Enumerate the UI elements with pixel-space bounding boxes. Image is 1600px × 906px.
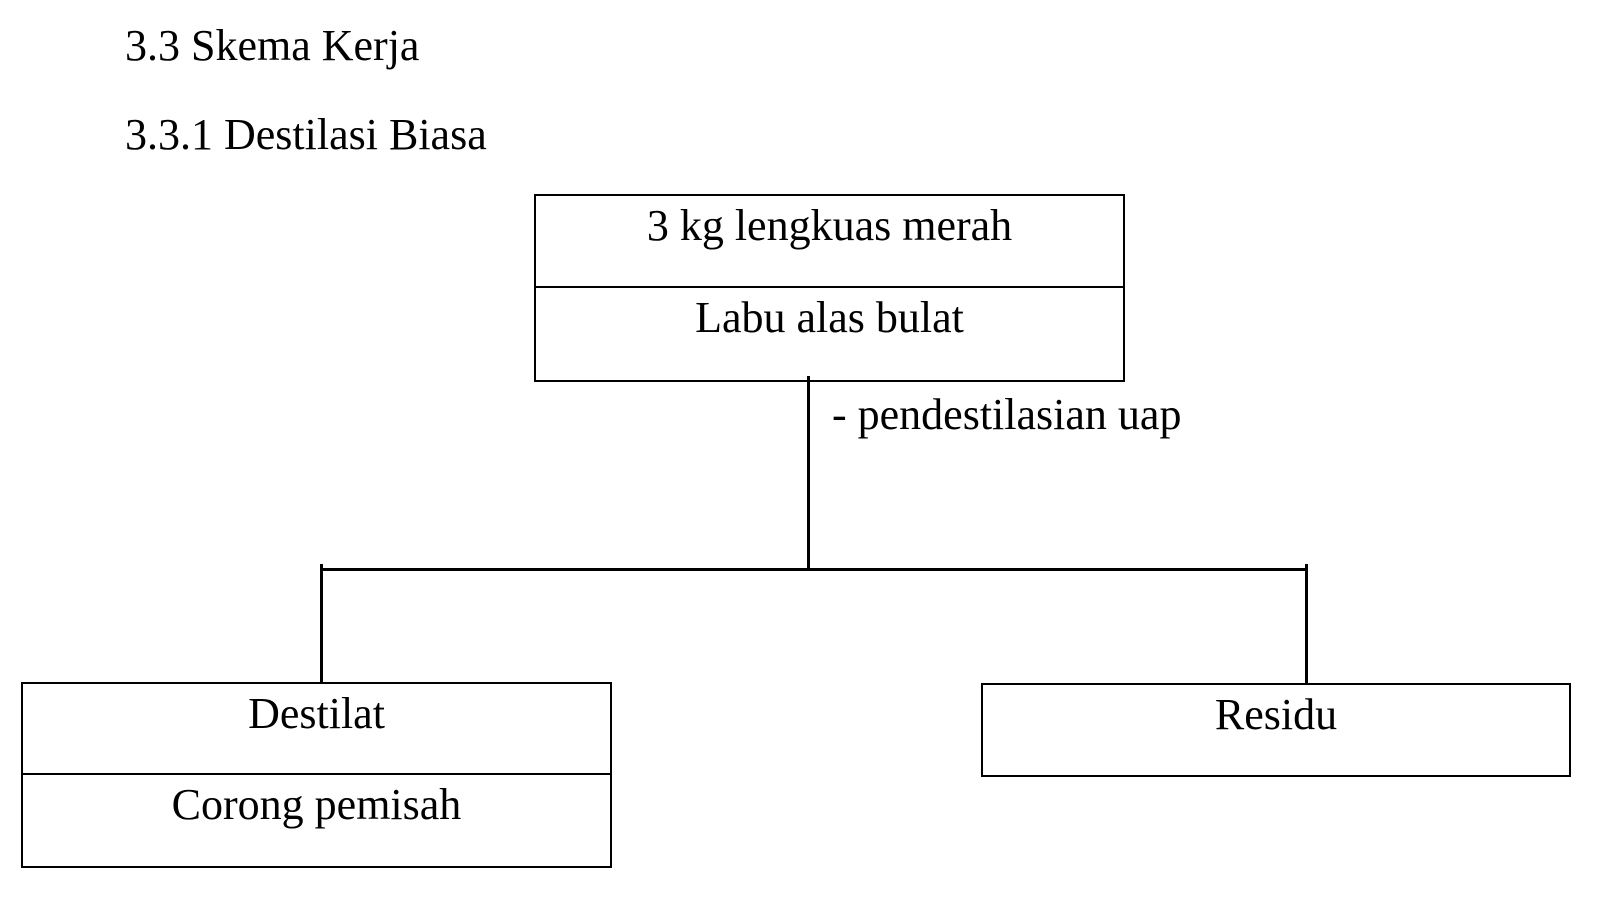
process-step-label: - pendestilasian uap	[832, 390, 1182, 439]
start-material: 3 kg lengkuas merah	[536, 196, 1123, 288]
connector-branch	[320, 568, 1308, 571]
residue-box	[981, 683, 1571, 777]
connector-right	[1305, 564, 1308, 684]
connector-main	[807, 376, 810, 571]
distillate-material: Destilat	[23, 684, 610, 775]
start-box	[534, 194, 1125, 382]
residue-material: Residu	[1214, 690, 1338, 739]
distillate-equipment: Corong pemisah	[171, 780, 462, 829]
distillate-box	[21, 682, 612, 868]
section-heading: 3.3 Skema Kerja	[125, 21, 420, 70]
subsection-heading: 3.3.1 Destilasi Biasa	[125, 110, 487, 159]
connector-left	[320, 564, 323, 683]
start-equipment: Labu alas bulat	[695, 293, 964, 342]
